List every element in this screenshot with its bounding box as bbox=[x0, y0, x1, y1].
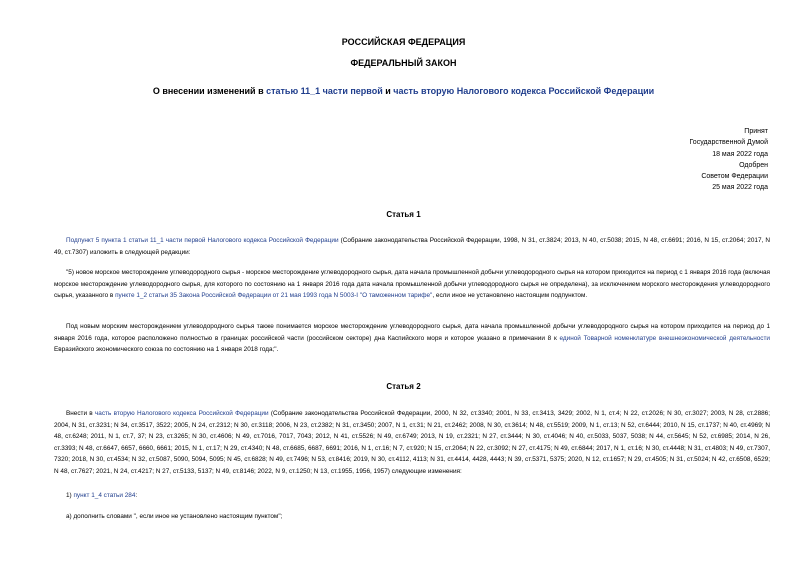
item-1-prefix: 1) bbox=[66, 492, 74, 499]
accepted-label: Принят bbox=[744, 128, 768, 135]
article-1-link-subparagraph[interactable]: Подпункт 5 пункта 1 статьи 11_1 части первой Налогового кодекса Российской Федерации bbox=[66, 237, 339, 244]
article-2-heading: Статья 2 bbox=[386, 382, 421, 391]
article-1-link-commodity-nomenclature[interactable]: единой Товарной номенклатуре внешнеэкономической деятельности bbox=[559, 334, 770, 342]
accepted-by: Государственной Думой bbox=[689, 139, 768, 147]
article-1-heading: Статья 1 bbox=[386, 210, 421, 219]
article-1-p1-text: (Собрание законодательства Российской Федерации, 1998, N 31, ст.3824; 2013, N 40, ст.5038; 2015, N 48, ст.6691; 2016, N 15, ст.2064; 2017, N 49, ст.7307) изложить в следующей редакции: bbox=[54, 237, 770, 256]
article-2-item-1 bbox=[54, 490, 770, 502]
accepted-date: 18 мая 2022 года bbox=[712, 150, 768, 158]
article-2-p1-prefix: Внести в bbox=[66, 410, 95, 417]
approved-by: Советом Федерации bbox=[701, 173, 768, 181]
article-2-link-tax-code-part-two[interactable]: часть вторую Налогового кодекса Российской Федерации bbox=[94, 410, 269, 417]
article-1-paragraph-1 bbox=[54, 235, 770, 258]
article-1-p3-text: Под новым морским месторождением углеводородного сырья также понимается морское месторождение углеводородного сырья, дата начала промышленной добычи углеводородного сырья на котором приходится на период до 1 января 2016 года, которое расположено полностью в границах российской части (российском секторе) дна Каспийского моря и которое указано в примечании 8 к bbox=[54, 323, 770, 342]
article-1-paragraph-2 bbox=[54, 267, 770, 302]
law-title bbox=[0, 86, 807, 96]
title-link-article-11-1[interactable]: статью 11_1 части первой bbox=[266, 86, 383, 96]
article-1-p2-text: "5) новое морское месторождение углеводородного сырья - морское месторождение углеводородного сырья, дата начала промышленной добычи углеводородного сырья на котором приходится на период с 1 января 2016 года (включая морское месторождение углеводородного сырья, для которого по состоянию на 1 января 2016 года дата начала промышленной добычи углеводородного сырья не определена), за исключением морского месторождения углеводородного сырья, указанного в bbox=[54, 269, 770, 300]
article-2-item-a: а) дополнить словами ", если иное не установлено настоящим пунктом"; bbox=[66, 513, 283, 520]
article-1-p3-text2: Евразийского экономического союза по состоянию на 1 января 2018 года;". bbox=[54, 346, 279, 354]
title-mid: и bbox=[382, 86, 394, 96]
law-type-heading: ФЕДЕРАЛЬНЫЙ ЗАКОН bbox=[350, 58, 457, 68]
acceptance-block bbox=[689, 126, 768, 194]
item-1-link-article-284[interactable]: пункт 1_4 статьи 284 bbox=[73, 492, 136, 499]
federation-heading: РОССИЙСКАЯ ФЕДЕРАЦИЯ bbox=[341, 37, 466, 47]
title-link-tax-code-part-two[interactable]: часть вторую Налогового кодекса Российской Федерации bbox=[393, 86, 655, 96]
article-1-p2-tail: , если иное не установлено настоящим подпунктом. bbox=[432, 292, 588, 300]
article-2-paragraph-1 bbox=[54, 408, 770, 478]
title-prefix: О внесении изменений в bbox=[152, 86, 267, 96]
approved-label: Одобрен bbox=[739, 161, 768, 169]
article-2-p1-text: (Собрание законодательства Российской Федерации, 2000, N 32, ст.3340; 2001, N 33, ст.3413, 3429; 2002, N 1, ст.4; N 22, ст.2026; N 30, ст.3027; 2003, N 28, ст.2886; 2004, N 31, ст.3231; N 34, ст.3517, 3522; 2005, N 24, ст.2312; N 30, ст.3118; 2006, N 23, ст.2382; N 31, ст.3450; 2007, N 1, ст.31; N 21, ст.2462; 2008, N 30, ст.3614; N 48, ст.5519; 2009, N 1, ст.13; N 52, ст.6444; 2010, N 15, ст.1737; N 40, ст.4969; N 48, ст.6248; 2011, N 1, ст.7, 37; N 23, ст.3265; N 30, ст.4606; N 49, ст.7016, 7017, 7043; 2012, N 41, ст.5526; N 49, ст.6749; 2013, N 19, ст.2321; N 27, ст.3444; N 30, ст.4046; N 40, ст.5033, 5037, 5038; N 44, ст.5645; N 52, ст.6985; 2014, N 26, ст.3393; N 48, ст.6647, 6657, 6660, 6661; 2015, N 1, ст.17; N 29, ст.4340; N 48, ст.6685, 6687, 6691; 2016, N 1, ст.16; N 7, ст.920; N 15, ст.2064; N 22, ст.3092; N 27, ст.4175; N 49, ст.6844; 2017, N 1, ст.16; N 30, ст.4448; N 31, ст.4803; N 49, ст.7307, 7320; 2018, N 30, ст.4534; N 32, ст.5087, 5090, 5094, 5095; N 45, ст.6828; N 49, ст.7496; N 53, ст.8416; 2019, N 30, ст.4112, 4113; N 31, ст.4414, 4428, 4443; N 39, ст.5371, 5375; 2020, N 12, ст.1657; N 29, ст.4505; N 31, ст.5024; N 42, ст.6508, 6529; N 48, ст.7627; 2021, N 24, ст.4217; N 27, ст.5133, 5137; N 49, ст.8146; 2022, N 9, ст.1250; N 13, ст.1955, 1956, 1957) следующие изменения: bbox=[54, 410, 771, 475]
item-1-suffix: : bbox=[135, 492, 138, 499]
approved-date: 25 мая 2022 года bbox=[712, 184, 768, 192]
article-1-paragraph-3 bbox=[54, 321, 770, 356]
article-1-link-customs-tariff[interactable]: пункте 1_2 статьи 35 Закона Российской Федерации от 21 мая 1993 года N 5003-I "О таможенном тарифе" bbox=[115, 292, 433, 300]
